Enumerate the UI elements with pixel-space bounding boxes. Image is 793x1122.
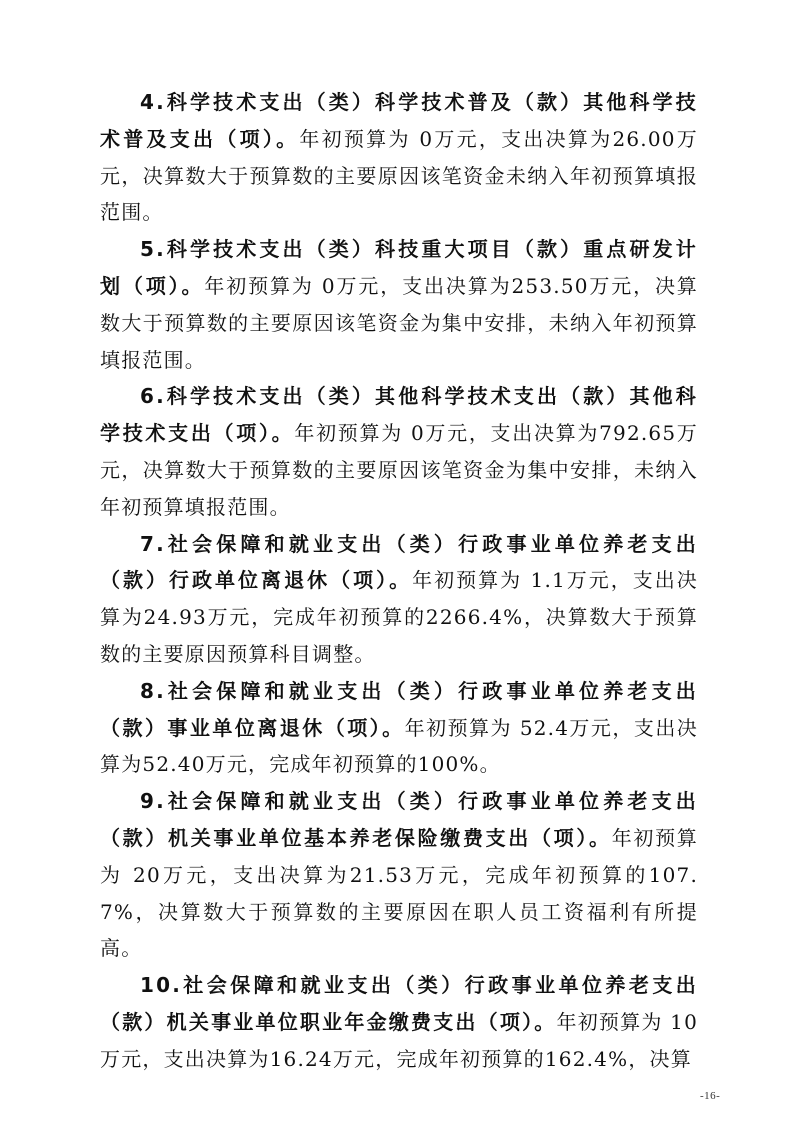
document-body	[100, 84, 698, 1078]
paragraph-body: 年初预算为 52.4万元，支出决算为52.40万元，完成年初预算的100%。	[100, 715, 698, 777]
paragraph-item-10	[100, 967, 698, 1077]
paragraph-item-5	[100, 231, 698, 378]
paragraph-item-4	[100, 84, 698, 231]
paragraph-item-8	[100, 673, 698, 783]
paragraph-item-9	[100, 783, 698, 967]
paragraph-body: 年初预算为 20万元，支出决算为21.53万元，完成年初预算的107.7%，决算数大于预算数的主要原因在职人员工资福利有所提高。	[100, 825, 698, 961]
page-number: -16-	[700, 1090, 721, 1102]
paragraph-heading: 4.科学技术支出（类）科学技术普及（款）其他科学技术普及支出（项）。	[100, 90, 698, 151]
paragraph-body: 年初预算为 0万元，支出决算为253.50万元，决算数大于预算数的主要原因该笔资金为集中安排，未纳入年初预算填报范围。	[100, 273, 699, 372]
paragraph-item-7	[100, 526, 698, 673]
paragraph-body: 年初预算为 1.1万元，支出决算为24.93万元，完成年初预算的2266.4%，决算数大于预算数的主要原因预算科目调整。	[100, 568, 698, 666]
paragraph-heading: 5.科学技术支出（类）科技重大项目（款）重点研发计划（项）。	[100, 237, 698, 298]
paragraph-body: 年初预算为 0万元，支出决算为792.65万元，决算数大于预算数的主要原因该笔资金为集中安排，未纳入年初预算填报范围。	[100, 421, 698, 519]
paragraph-heading: 6.科学技术支出（类）其他科学技术支出（款）其他科学技术支出（项）。	[100, 384, 698, 446]
paragraph-heading: 10.社会保障和就业支出（类）行政事业单位养老支出（款）机关事业单位职业年金缴费支出（项）。	[100, 973, 698, 1034]
paragraph-heading: 7.社会保障和就业支出（类）行政事业单位养老支出（款）行政单位离退休（项）。	[100, 531, 698, 593]
paragraph-heading: 9.社会保障和就业支出（类）行政事业单位养老支出（款）机关事业单位基本养老保险缴费支出（项）。	[100, 789, 698, 850]
paragraph-body: 年初预算为 0万元，支出决算为26.00万元，决算数大于预算数的主要原因该笔资金未纳入年初预算填报范围。	[100, 126, 698, 225]
paragraph-body: 年初预算为 10万元，支出决算为16.24万元，完成年初预算的162.4%，决算	[100, 1009, 698, 1071]
paragraph-heading: 8.社会保障和就业支出（类）行政事业单位养老支出（款）事业单位离退休（项）。	[100, 678, 698, 740]
paragraph-item-6	[100, 378, 698, 525]
